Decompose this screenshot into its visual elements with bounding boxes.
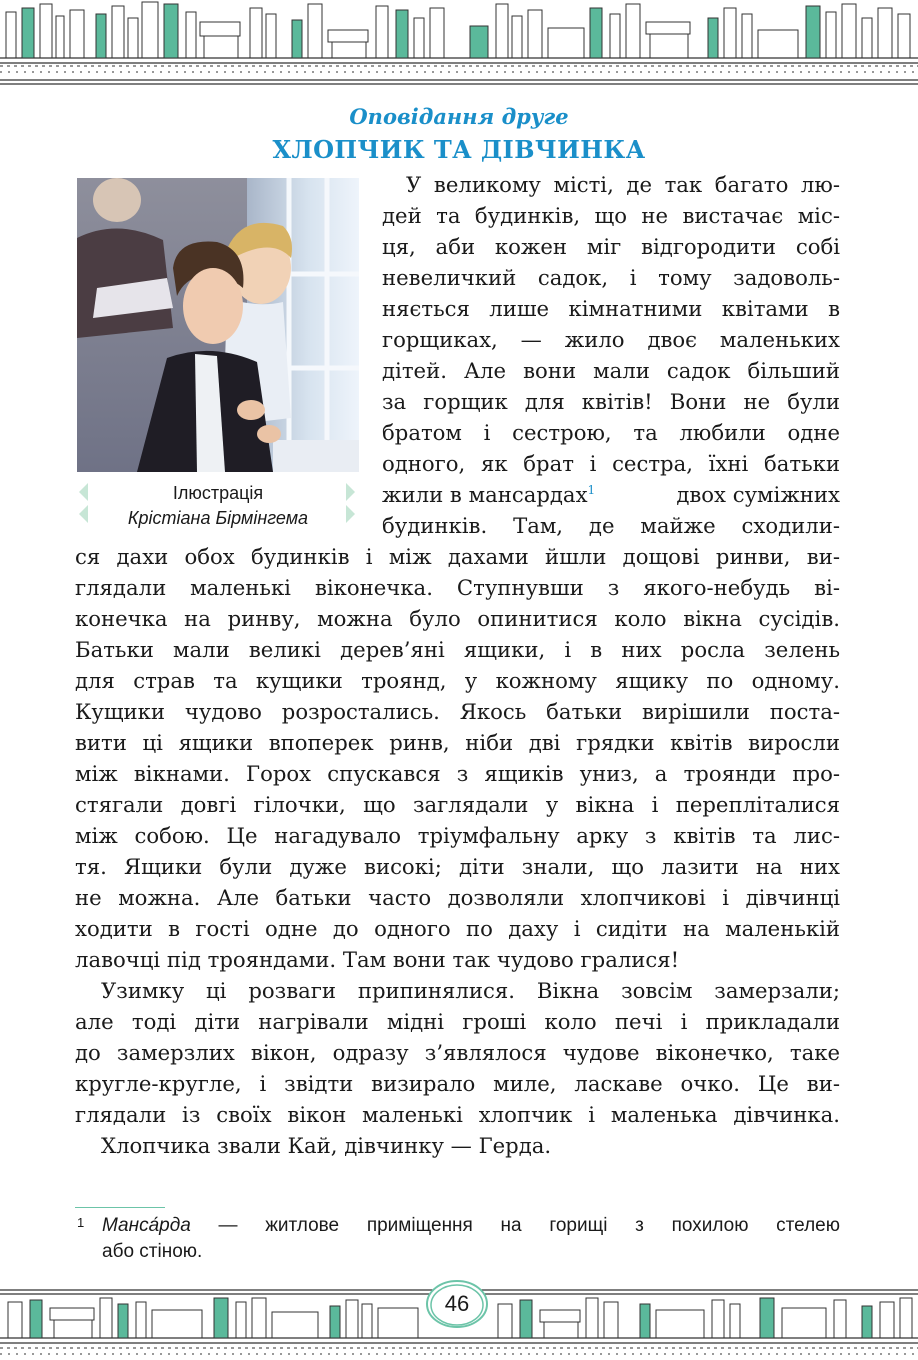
story-subtitle: Оповідання друге <box>349 104 569 129</box>
top-bookshelf-border <box>0 0 918 86</box>
text-line: тя. Ящики були дуже високі; діти знали, що лазити на них <box>75 854 840 879</box>
text-segment: жили в мансардах <box>382 482 588 507</box>
footnote-mark: 1 <box>77 1215 85 1230</box>
text-line: дей та будинків, що не вистачає міс- <box>382 203 840 228</box>
page-number: 46 <box>444 1291 470 1316</box>
text-line: лавочці під трояндами. Там вони так чудово гралися! <box>75 947 680 972</box>
text-line: кругле-кругле, і звідти визирало миле, ласкаве очко. Це ви- <box>75 1071 840 1096</box>
text-line: ходити в гості одне до одного по даху і сидіти на маленькій <box>75 916 840 941</box>
illustration-image <box>77 178 359 472</box>
footnote-term: Манса́рда <box>102 1215 191 1236</box>
text-line: Кущики чудово розростались. Якось батьки вирішили поста- <box>75 699 840 724</box>
text-line: глядали із своїх вікон маленькі хлопчик і маленька дівчинка. <box>75 1102 840 1127</box>
text-line: няється лише кімнатними квітами в <box>382 296 840 321</box>
page-number-badge <box>424 1278 490 1330</box>
text-line: за горщик для квітів! Вони не були <box>382 389 840 414</box>
text-line: братом і сестрою, та любили одне <box>382 420 840 445</box>
illustration-caption <box>77 481 359 533</box>
text-line: між вікнами. Горох спускався з ящиків униз, а троянди про- <box>75 761 840 786</box>
footnote-reference[interactable]: 1 <box>587 482 596 497</box>
text-line <box>382 479 840 510</box>
text-line: горщиках, — жило двоє маленьких <box>382 327 840 352</box>
text-line: одного, як брат і сестра, їхні батьки <box>382 451 840 476</box>
text-line: але тоді діти нагрівали мідні гроші коло печі і прикладали <box>75 1009 840 1034</box>
text-line: не можна. Але батьки часто дозволяли хлопчикові і дівчинці <box>75 885 840 910</box>
text-line: будинків. Там, де майже сходили- <box>382 513 840 538</box>
text-line: Батьки мали великі дерев’яні ящики, і в них росла зелень <box>75 637 840 662</box>
text-line: вити ці ящики впоперек ринв, ніби дві грядки квітів виросли <box>75 730 840 755</box>
text-line: ця, аби кожен міг відгородити собі <box>382 234 840 259</box>
text-line: невеличкий садок, і тому задоволь- <box>382 265 840 290</box>
footnote-divider <box>75 1207 165 1208</box>
text-line: до замерзлих вікон, одразу з’являлося чудове віконечко, таке <box>75 1040 840 1065</box>
text-line: дітей. Але вони мали садок більший <box>382 358 840 383</box>
footnote-line-2: або стіною. <box>102 1241 203 1262</box>
text-line: Узимку ці розваги припинялися. Вікна зовсім замерзали; <box>101 978 840 1003</box>
text-line: ся дахи обох будинків і між дахами йшли дощові ринви, ви- <box>75 544 840 569</box>
text-line: між собою. Це нагадувало тріумфальну арку з квітів та лис- <box>75 823 840 848</box>
text-line: стягали довгі гілочки, що заглядали у вікна і перепліталися <box>75 792 840 817</box>
text-line: Хлопчика звали Кай, дівчинку — Герда. <box>101 1133 552 1158</box>
text-line: конечка на ринву, можна було опинитися коло вікна сусідів. <box>75 606 840 631</box>
caption-line-1: Ілюстрація <box>172 483 264 503</box>
text-line: для страв та кущики троянд, у кожному ящику по одному. <box>75 668 840 693</box>
text-line: У великому місті, де так багато лю- <box>406 172 840 197</box>
footnote-line-1 <box>102 1213 840 1239</box>
caption-line-2: Крістіана Бірмінгема <box>127 508 309 528</box>
text-segment: двох суміжних <box>676 482 840 507</box>
story-title: ХЛОПЧИК ТА ДІВЧИНКА <box>272 135 646 164</box>
footnote-definition: — житлове приміщення на горищі з похилою стелею <box>190 1215 840 1236</box>
text-line: глядали маленькі віконечка. Ступнувши з якого-небудь ві- <box>75 575 840 600</box>
